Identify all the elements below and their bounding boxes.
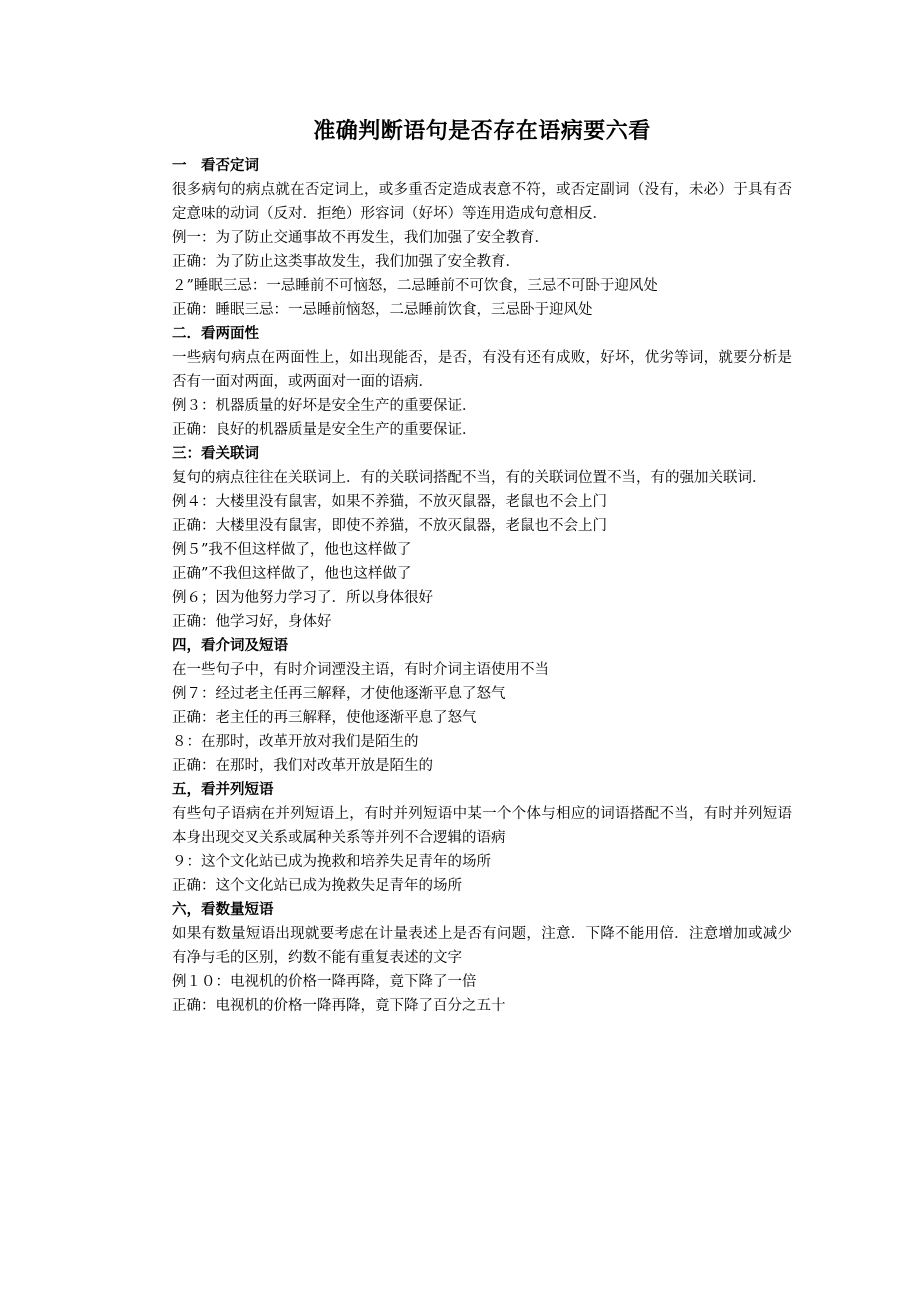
section-paragraph: 复句的病点往往在关联词上．有的关联词搭配不当，有的关联词位置不当，有的强加关联词．	[172, 470, 767, 486]
section-heading: 二．看两面性	[172, 326, 259, 342]
correction-line: 正确：老主任的再三解释，使他逐渐平息了怒气	[172, 710, 477, 726]
correction-line: 正确”不我但这样做了，他也这样做了	[172, 566, 412, 582]
correction-line: 正确：他学习好，身体好	[172, 614, 332, 630]
section-conjunctions	[172, 442, 792, 634]
example-line: ８：在那时，改革开放对我们是陌生的	[172, 734, 419, 750]
section-heading: 六，看数量短语	[172, 902, 274, 918]
section-heading: 五，看并列短语	[172, 782, 274, 798]
section-paragraph: 如果有数量短语出现就要考虑在计量表述上是否有问题，注意．下降不能用倍．注意增加或减少有净与毛的区别，约数不能有重复表述的文字	[172, 926, 792, 966]
section-prepositions	[172, 634, 792, 778]
correction-line: 正确：睡眠三忌：一忌睡前恼怒，二忌睡前饮食，三忌卧于迎风处	[172, 302, 593, 318]
section-paragraph: 一些病句病点在两面性上，如出现能否，是否，有没有还有成败，好坏，优劣等词，就要分析是否有一面对两面，或两面对一面的语病．	[172, 350, 792, 390]
section-paragraph: 很多病句的病点就在否定词上，或多重否定造成表意不符，或否定副词（没有，未必）于具有否定意味的动词（反对．拒绝）形容词（好坏）等连用造成句意相反．	[172, 182, 792, 222]
correction-line: 正确：在那时，我们对改革开放是陌生的	[172, 758, 433, 774]
example-line: 例７：经过老主任再三解释，才使他逐渐平息了怒气	[172, 686, 506, 702]
correction-line: 正确：这个文化站已成为挽救失足青年的场所	[172, 878, 462, 894]
section-negation	[172, 154, 792, 322]
section-paragraph: 在一些句子中，有时介词湮没主语，有时介词主语使用不当	[172, 662, 549, 678]
section-heading: 一 看否定词	[172, 158, 259, 174]
section-heading: 三：看关联词	[172, 446, 259, 462]
example-line: 例一：为了防止交通事故不再发生，我们加强了安全教育．	[172, 230, 549, 246]
correction-line: 正确：为了防止这类事故发生，我们加强了安全教育．	[172, 254, 520, 270]
section-quantity-phrases	[172, 898, 792, 1018]
section-parallel-phrases	[172, 778, 792, 898]
correction-line: 正确：良好的机器质量是安全生产的重要保证．	[172, 422, 477, 438]
section-paragraph: 有些句子语病在并列短语上，有时并列短语中某一个个体与相应的词语搭配不当，有时并列短语本身出现交叉关系或属种关系等并列不合逻辑的语病	[172, 806, 792, 846]
example-line: 例１０：电视机的价格一降再降，竟下降了一倍	[172, 974, 477, 990]
example-line: 例６；因为他努力学习了．所以身体很好	[172, 590, 433, 606]
example-line: ９：这个文化站已成为挽救和培养失足青年的场所	[172, 854, 491, 870]
example-line: ２”睡眠三忌：一忌睡前不可恼怒，二忌睡前不可饮食，三忌不可卧于迎风处	[172, 278, 658, 294]
section-two-sidedness	[172, 322, 792, 442]
document-body	[172, 112, 792, 1018]
correction-line: 正确：大楼里没有鼠害，即使不养猫，不放灭鼠器，老鼠也不会上门	[172, 518, 607, 534]
document-title: 准确判断语句是否存在语病要六看	[313, 119, 651, 144]
example-line: 例３：机器质量的好坏是安全生产的重要保证．	[172, 398, 477, 414]
example-line: 例４：大楼里没有鼠害，如果不养猫，不放灭鼠器，老鼠也不会上门	[172, 494, 607, 510]
section-heading: 四，看介词及短语	[172, 638, 288, 654]
example-line: 例５”我不但这样做了，他也这样做了	[172, 542, 412, 558]
correction-line: 正确：电视机的价格一降再降，竟下降了百分之五十	[172, 998, 506, 1014]
